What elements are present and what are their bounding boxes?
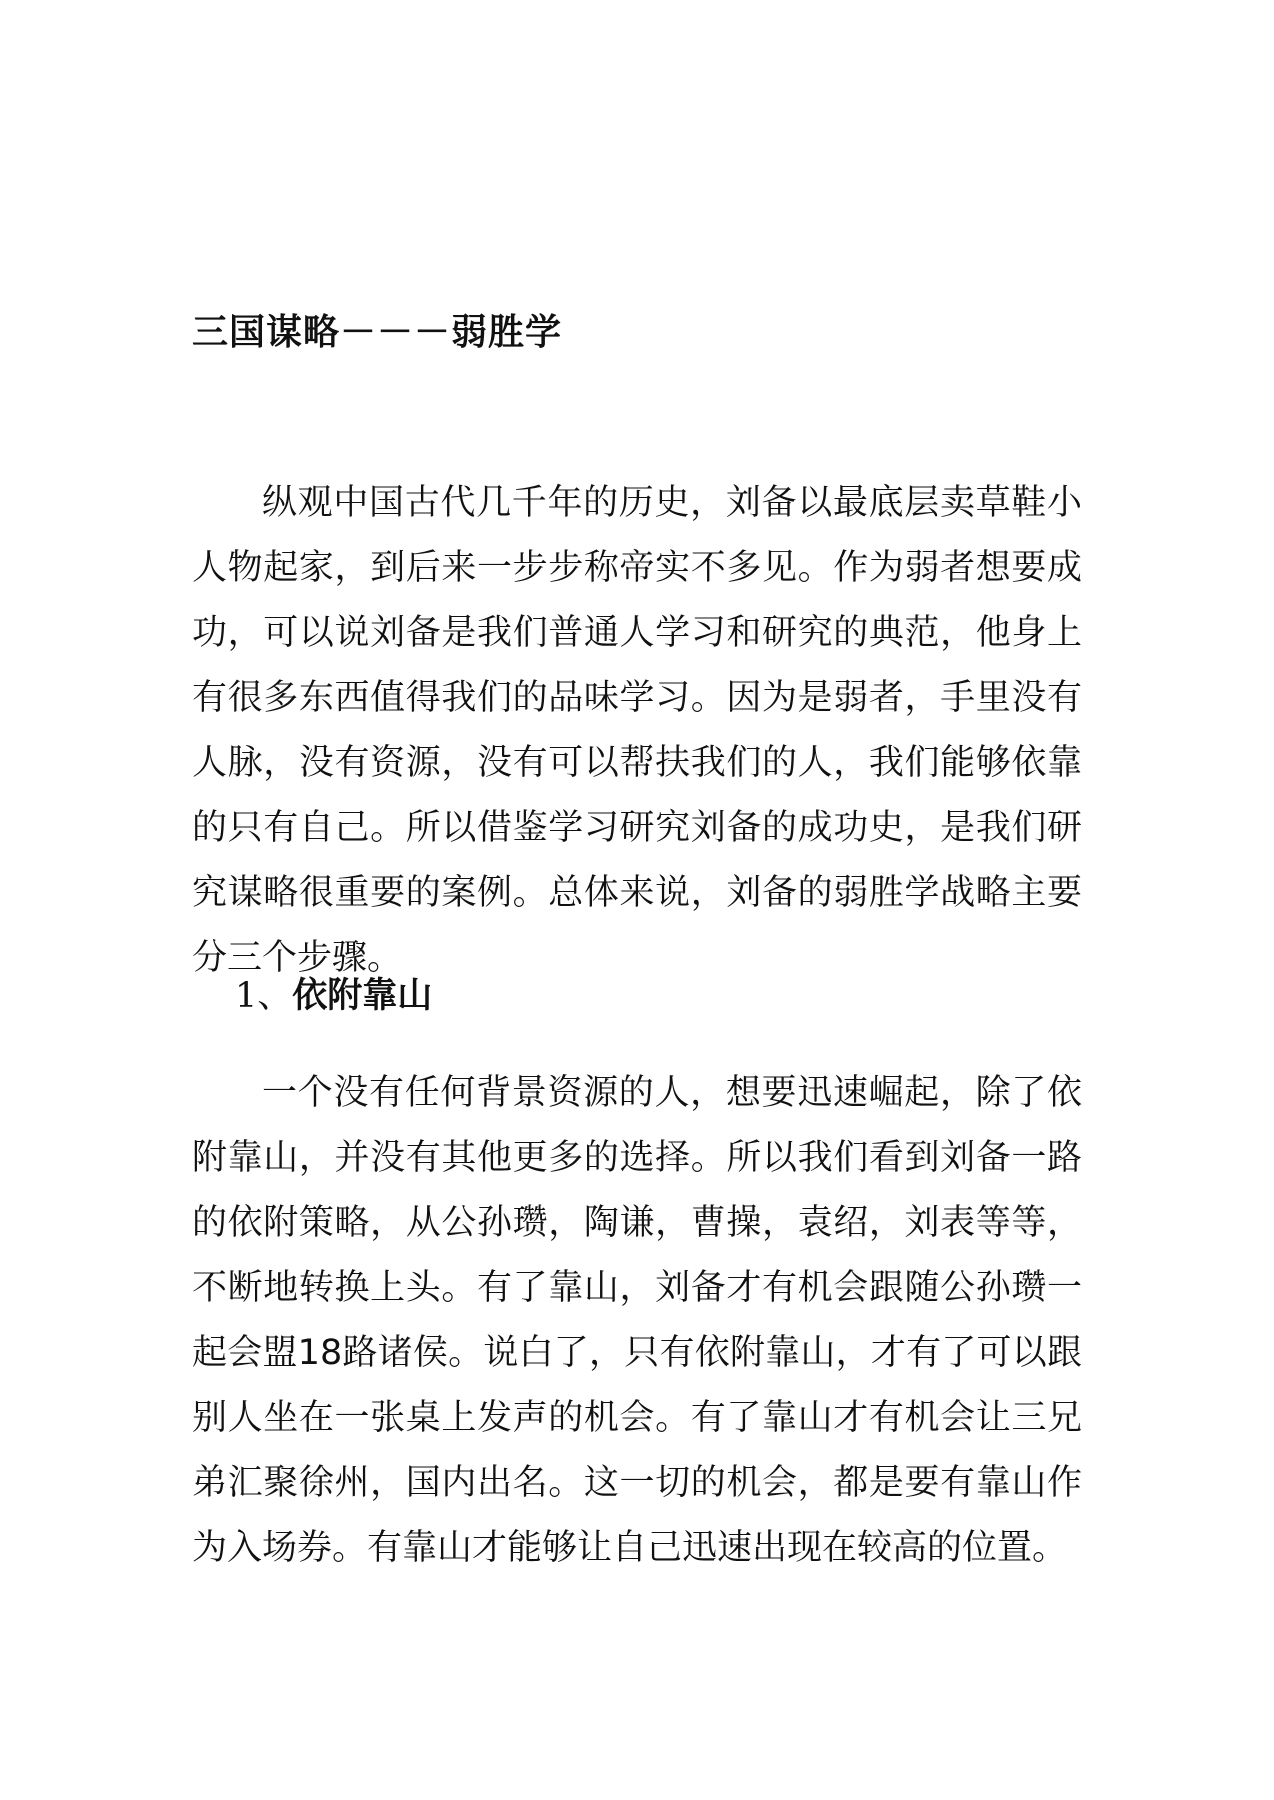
document-title: 三国谋略－－－弱胜学 [192, 312, 563, 353]
section-number: 1、 [235, 976, 293, 1016]
section-title: 依附靠山 [292, 976, 433, 1016]
section-heading [235, 968, 432, 1024]
intro-paragraph: 纵观中国古代几千年的历史，刘备以最底层卖草鞋小人物起家，到后来一步步称帝实不多见。作为弱者想要成功，可以说刘备是我们普通人学习和研究的典范，他身上有很多东西值得我们的品味学习。因为是弱者，手里没有人脉，没有资源，没有可以帮扶我们的人，我们能够依靠的只有自己。所以借鉴学习研究刘备的成功史，是我们研究谋略很重要的案例。总体来说，刘备的弱胜学战略主要分三个步骤。 [192, 483, 1082, 978]
section-paragraph: 一个没有任何背景资源的人，想要迅速崛起，除了依附靠山，并没有其他更多的选择。所以我们看到刘备一路的依附策略，从公孙瓒，陶谦，曹操，袁绍，刘表等等，不断地转换上头。有了靠山，刘备才有机会跟随公孙瓒一起会盟18路诸侯。说白了，只有依附靠山，才有了可以跟别人坐在一张桌上发声的机会。有了靠山才有机会让三兄弟汇聚徐州，国内出名。这一切的机会，都是要有靠山作为入场券。有靠山才能够让自己迅速出现在较高的位置。 [192, 1073, 1082, 1568]
